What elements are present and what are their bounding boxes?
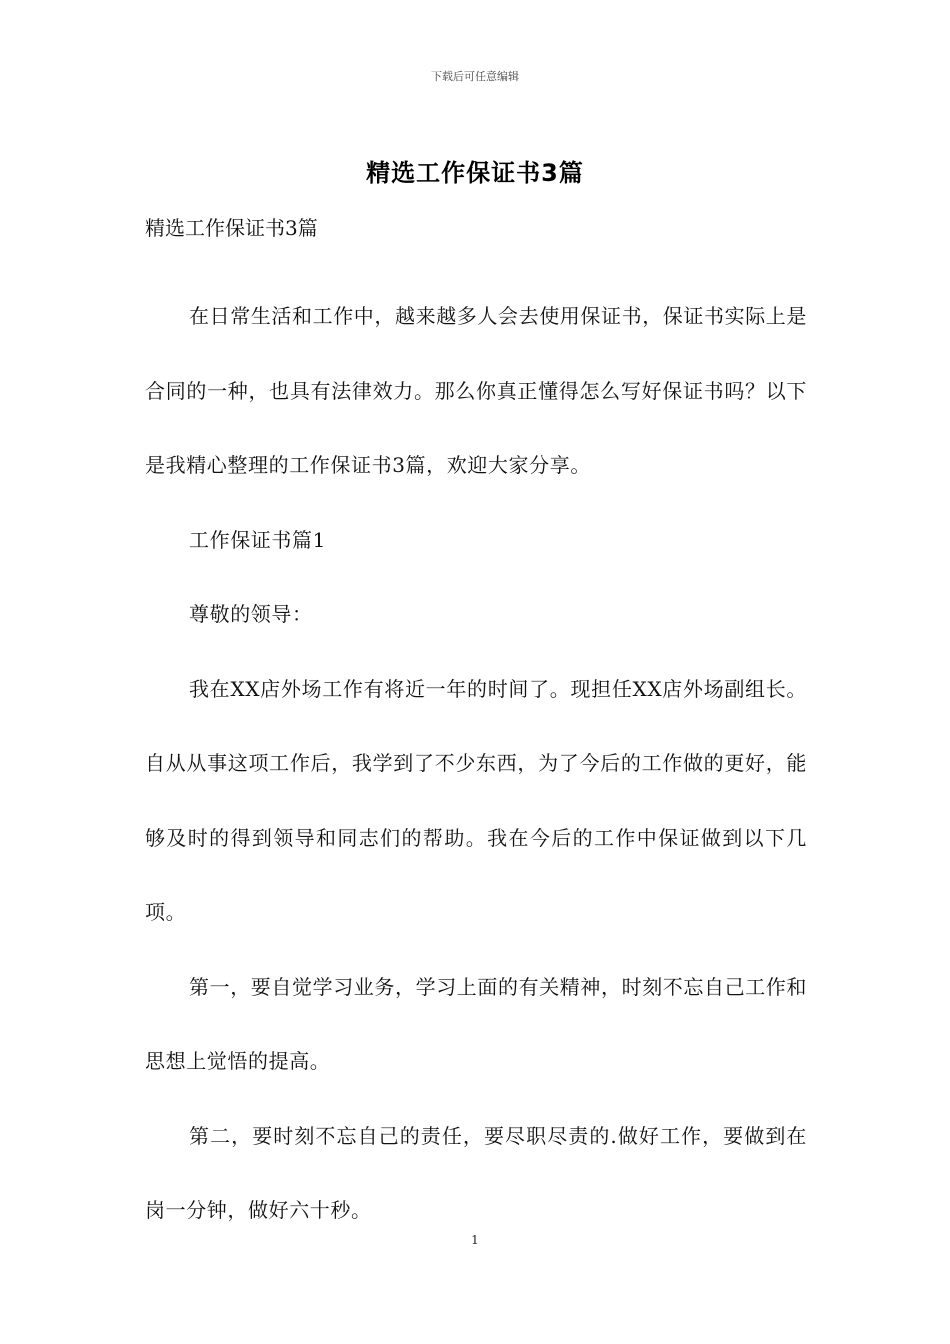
paragraph-background: 我在XX店外场工作有将近一年的时间了。现担任XX店外场副组长。自从从事这项工作后，我学到了不少东西，为了今后的工作做的更好，能够及时的得到领导和同志们的帮助。我在今后的工作中保证做到以下几项。	[145, 676, 807, 924]
page-number: 1	[471, 1233, 479, 1247]
header-note: 下载后可任意编辑	[431, 70, 519, 83]
paragraph-intro: 在日常生活和工作中，越来越多人会去使用保证书，保证书实际上是合同的一种，也具有法律效力。那么你真正懂得怎么写好保证书吗？以下是我精心整理的工作保证书3篇，欢迎大家分享。	[145, 304, 807, 477]
document-title: 精选工作保证书3篇	[366, 159, 584, 187]
document-subtitle: 精选工作保证书3篇	[145, 216, 318, 240]
paragraph-section-heading: 工作保证书篇1	[189, 527, 326, 552]
paragraph-salutation: 尊敬的领导：	[189, 602, 313, 626]
paragraph-point-1: 第一，要自觉学习业务，学习上面的有关精神，时刻不忘自己工作和思想上觉悟的提高。	[145, 974, 807, 1073]
paragraph-point-2: 第二，要时刻不忘自己的责任，要尽职尽责的.做好工作，要做到在岗一分钟，做好六十秒。	[145, 1123, 807, 1222]
document-body	[145, 279, 807, 1248]
